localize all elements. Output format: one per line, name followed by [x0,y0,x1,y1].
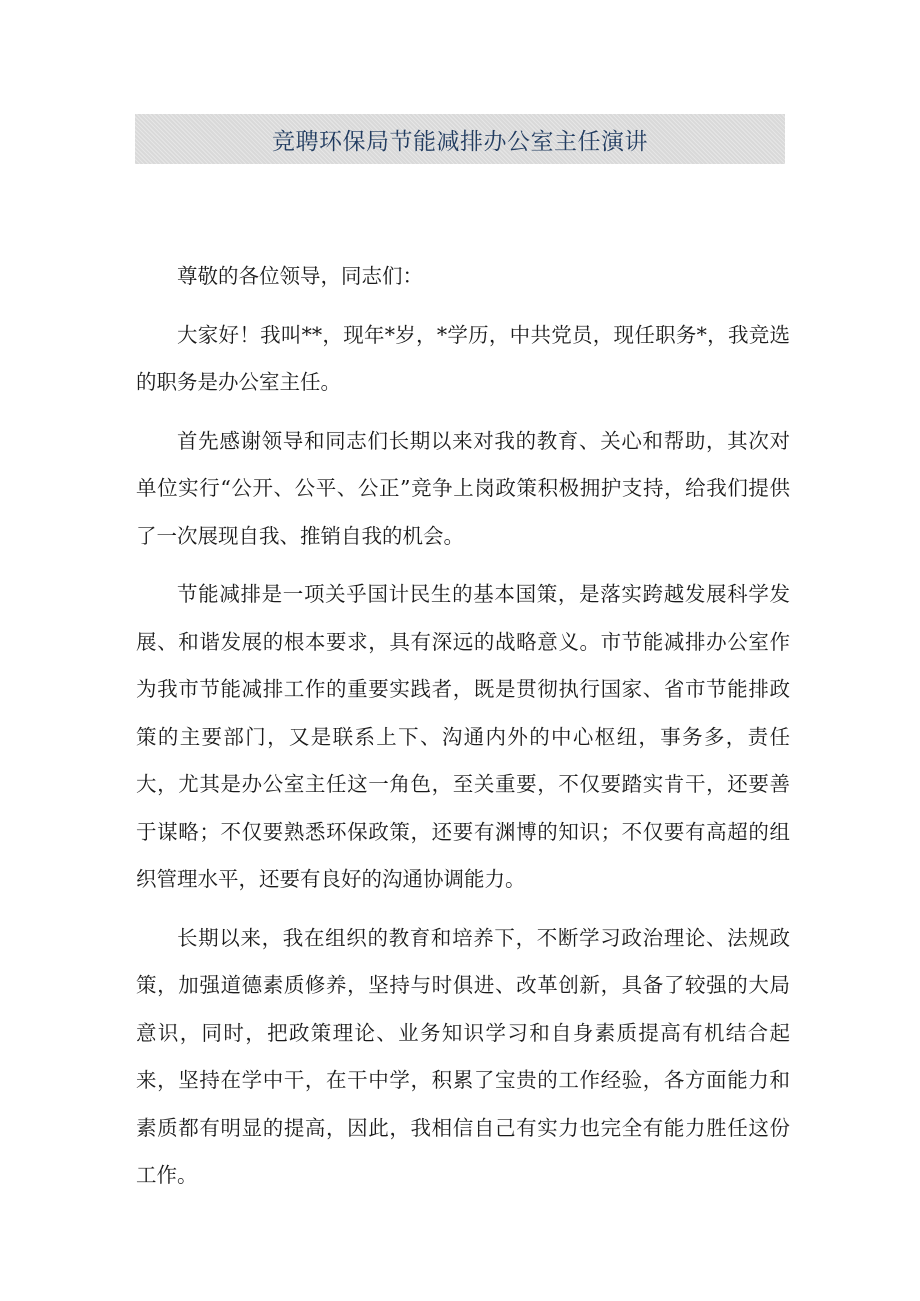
title-banner [135,114,785,164]
document-body [136,253,790,1200]
thanks-paragraph: 首先感谢领导和同志们长期以来对我的教育、关心和帮助，其次对单位实行“公开、公平、公正”竞争上岗政策积极拥护支持，给我们提供了一次展现自我、推销自我的机会。 [136,428,790,548]
document-title: 竞聘环保局节能减排办公室主任演讲 [272,128,648,155]
introduction-paragraph: 大家好！我叫**，现年*岁，*学历，中共党员，现任职务*，我竞选的职务是办公室主任。 [136,322,790,394]
qualifications-paragraph: 长期以来，我在组织的教育和培养下，不断学习政治理论、法规政策，加强道德素质修养，坚持与时俱进、改革创新，具备了较强的大局意识，同时，把政策理论、业务知识学习和自身素质提高有机结合起来，坚持在学中干，在干中学，积累了宝贵的工作经验，各方面能力和素质都有明显的提高，因此，我相信自己有实力也完全有能力胜任这份工作。 [136,925,790,1187]
role-importance-paragraph: 节能减排是一项关乎国计民生的基本国策，是落实跨越发展科学发展、和谐发展的根本要求，具有深远的战略意义。市节能减排办公室作为我市节能减排工作的重要实践者，既是贯彻执行国家、省市节能排政策的主要部门，又是联系上下、沟通内外的中心枢纽，事务多，责任大，尤其是办公室主任这一角色，至关重要，不仅要踏实肯干，还要善于谋略；不仅要熟悉环保政策，还要有渊博的知识；不仅要有高超的组织管理水平，还要有良好的沟通协调能力。 [136,582,790,891]
salutation-paragraph: 尊敬的各位领导，同志们： [177,264,423,288]
